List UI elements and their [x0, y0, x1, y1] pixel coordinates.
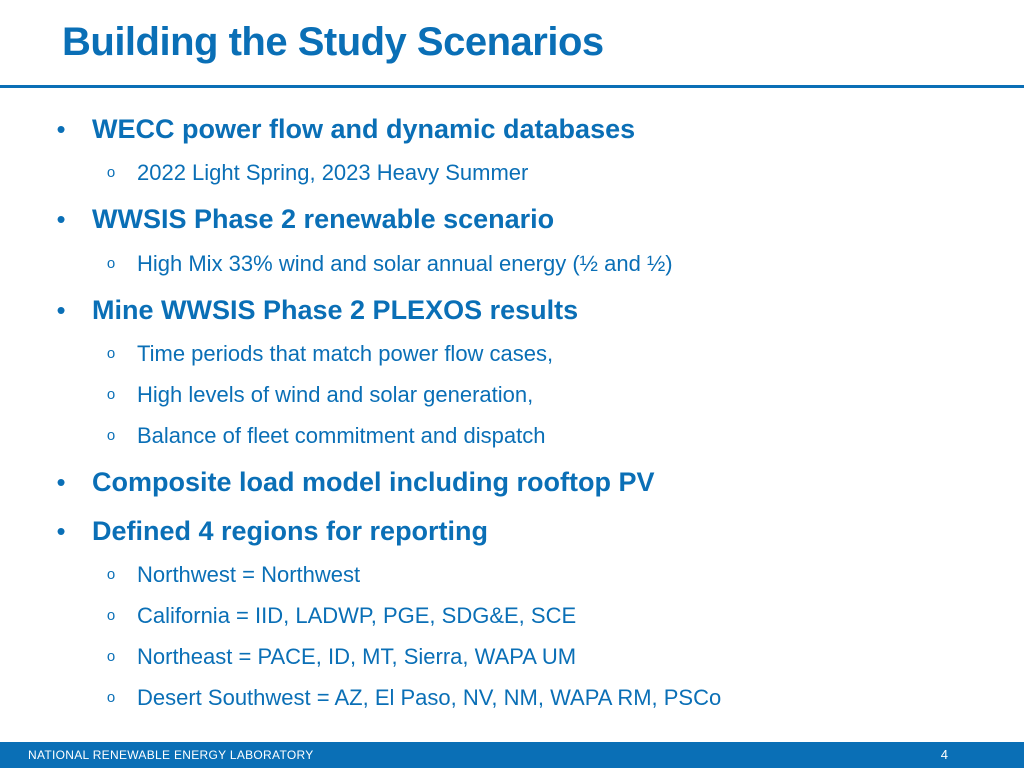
sub-list-item-text: Northwest = Northwest [137, 562, 361, 587]
slide-title: Building the Study Scenarios [62, 20, 604, 64]
page-number: 4 [940, 747, 948, 762]
list-item-heading: Defined 4 regions for reporting [92, 516, 489, 546]
footer-bar [0, 742, 1024, 768]
sub-bullet-icon: o [106, 386, 116, 403]
sub-bullet-icon: o [106, 164, 116, 181]
sub-list-item-text: Desert Southwest = AZ, El Paso, NV, NM, WAPA RM, PSCo [137, 685, 722, 710]
bullet-icon: • [56, 114, 66, 144]
bullet-icon: • [56, 516, 66, 546]
list-item-heading: Composite load model including rooftop PV [92, 467, 655, 497]
organization-name: NATIONAL RENEWABLE ENERGY LABORATORY [28, 748, 314, 762]
sub-list-item-text: California = IID, LADWP, PGE, SDG&E, SCE [137, 603, 577, 628]
list-item-heading: WWSIS Phase 2 renewable scenario [92, 204, 555, 234]
sub-bullet-icon: o [106, 345, 116, 362]
sub-bullet-icon: o [106, 427, 116, 444]
sub-list-item-text: Balance of fleet commitment and dispatch [137, 423, 546, 448]
sub-bullet-icon: o [106, 689, 116, 706]
bullet-icon: • [56, 295, 66, 325]
list-item-heading: WECC power flow and dynamic databases [92, 114, 636, 144]
sub-bullet-icon: o [106, 648, 116, 665]
bullet-icon: • [56, 467, 66, 497]
sub-list-item-text: 2022 Light Spring, 2023 Heavy Summer [137, 160, 529, 185]
sub-bullet-icon: o [106, 607, 116, 624]
sub-list-item-text: High Mix 33% wind and solar annual energy (½ and ½) [137, 251, 673, 276]
bullet-icon: • [56, 204, 66, 234]
sub-list-item-text: Northeast = PACE, ID, MT, Sierra, WAPA UM [137, 644, 577, 669]
sub-bullet-icon: o [106, 255, 116, 272]
sub-list-item-text: Time periods that match power flow cases, [137, 341, 554, 366]
sub-bullet-icon: o [106, 566, 116, 583]
sub-list-item-text: High levels of wind and solar generation, [137, 382, 534, 407]
list-item-heading: Mine WWSIS Phase 2 PLEXOS results [92, 295, 579, 325]
